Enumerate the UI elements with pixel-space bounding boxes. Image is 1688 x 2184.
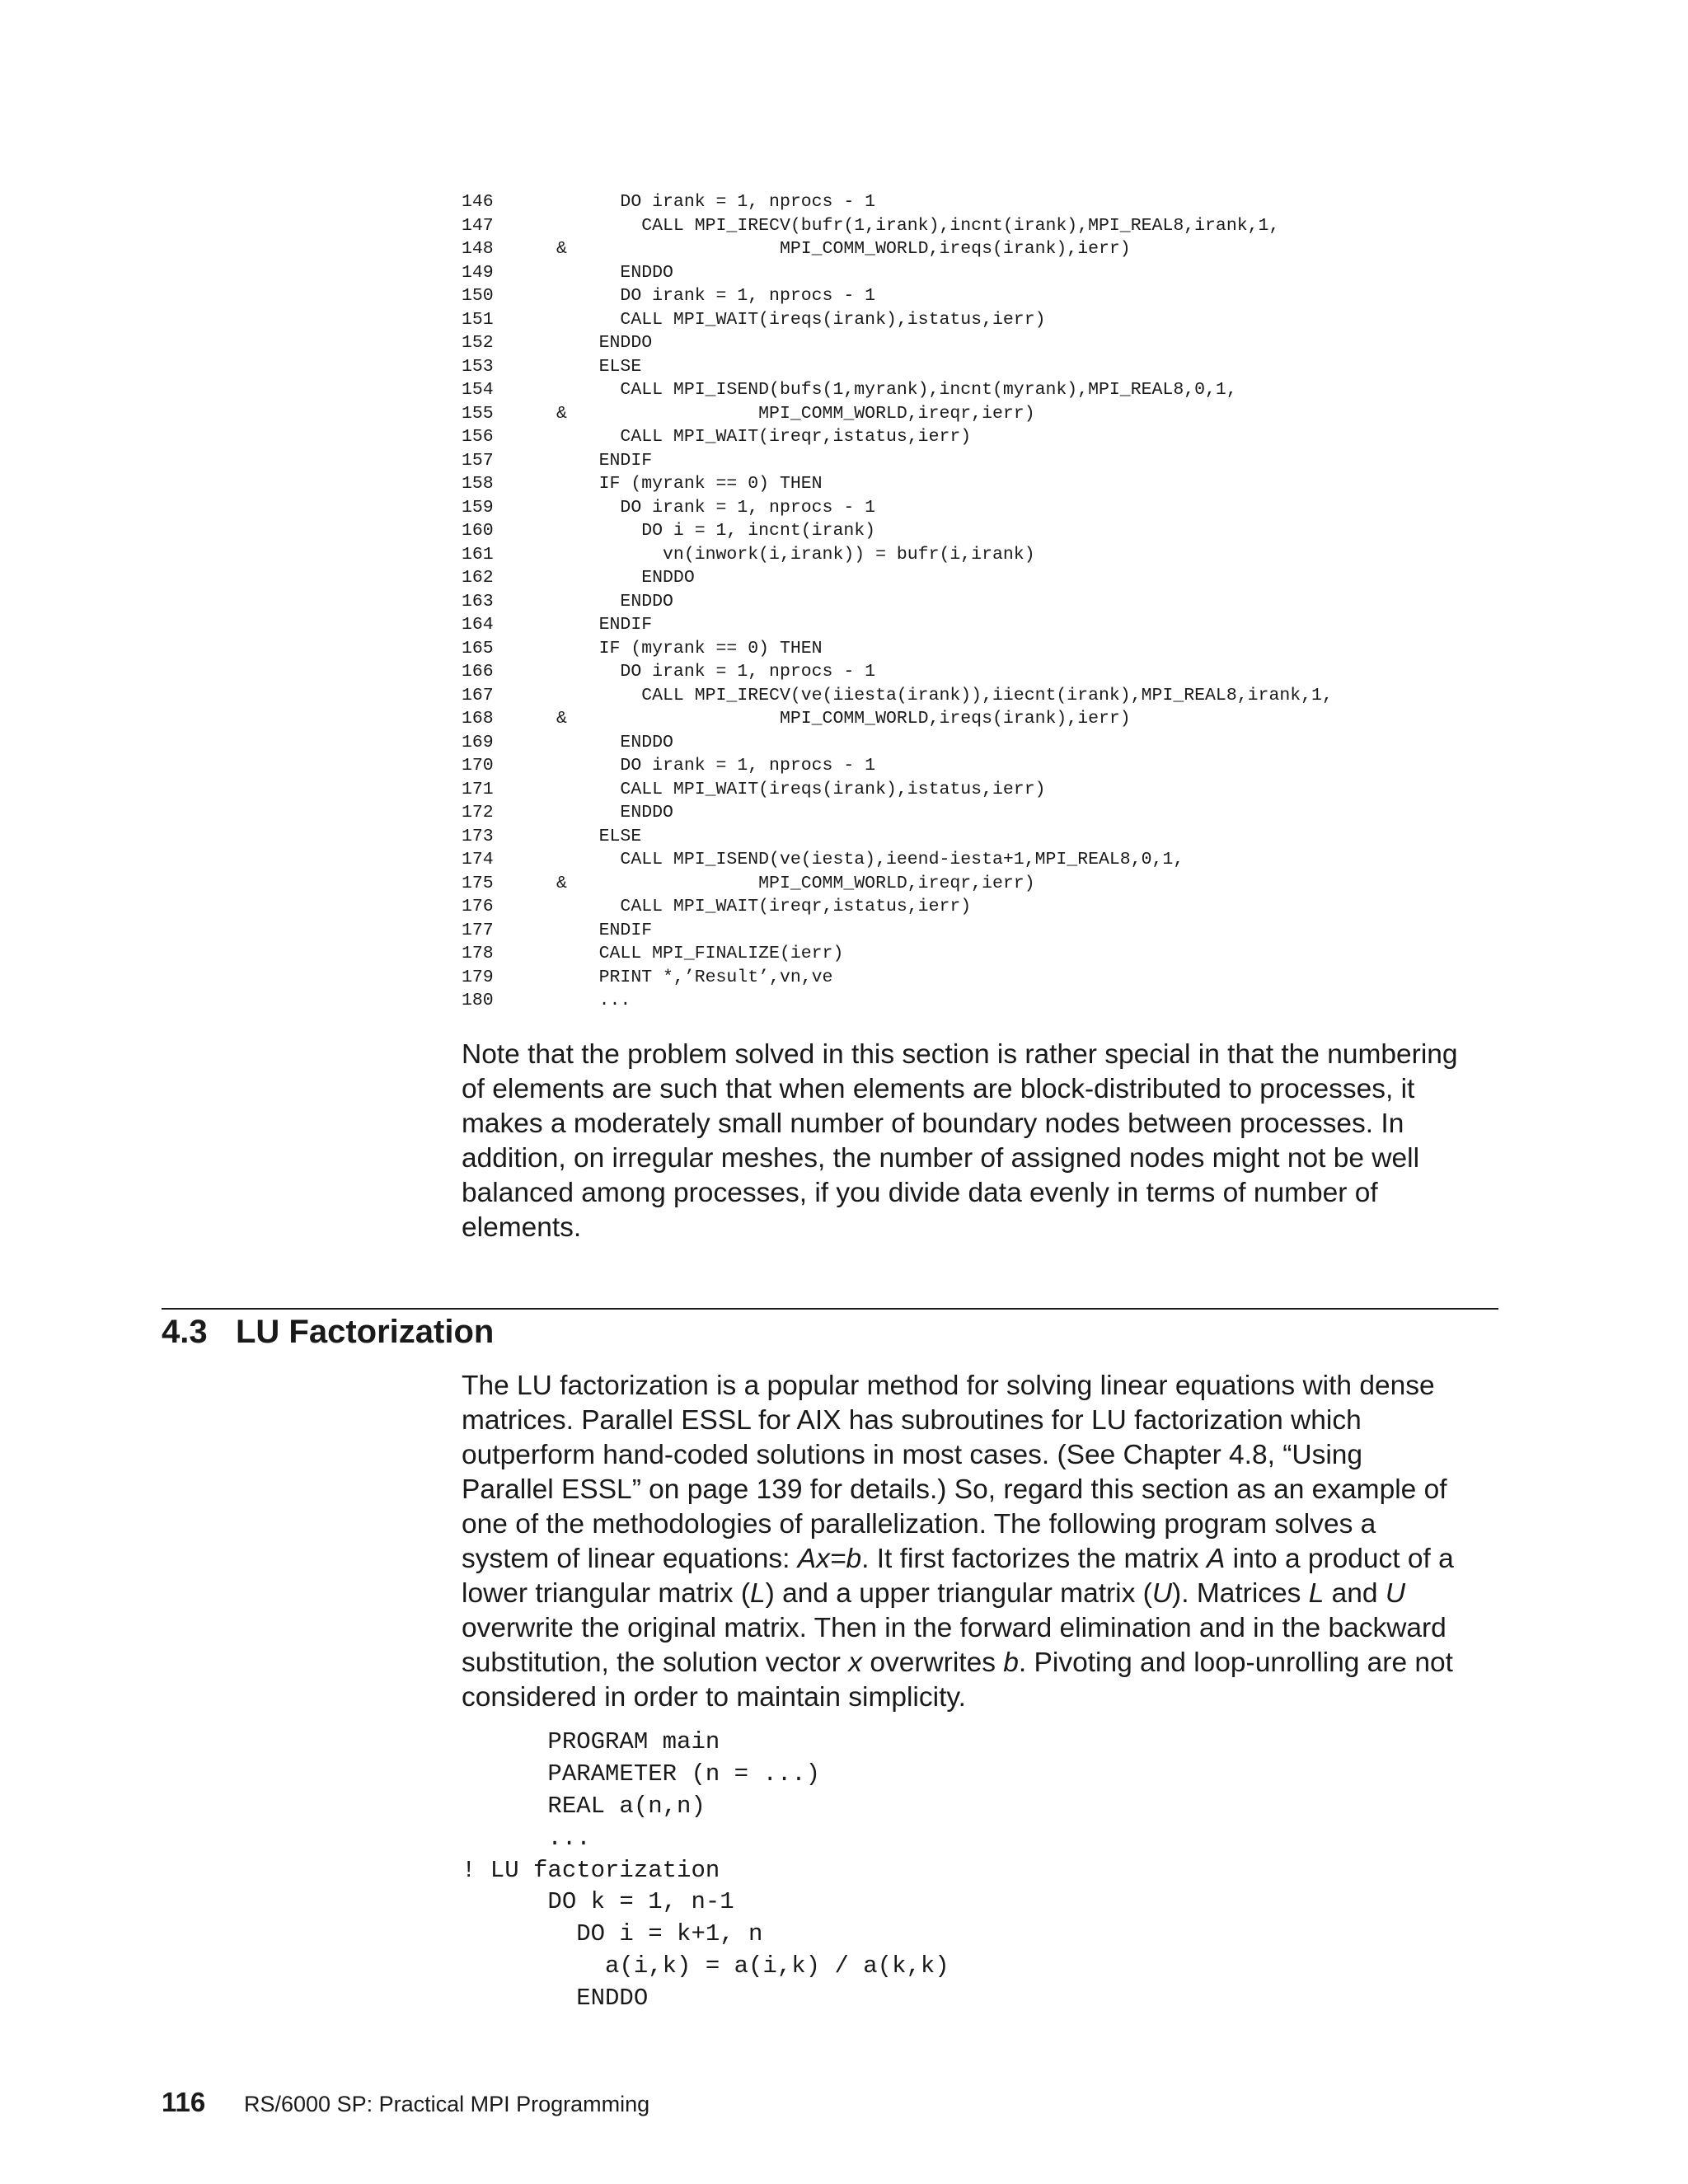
text-run: The LU factorization is a popular method for solving linear equations with dense [462,1371,1435,1401]
line-number: 161 [462,544,494,565]
line-number: 153 [462,356,494,377]
line-number: 169 [462,732,494,752]
listing-line [462,543,1492,567]
code-text: CALL MPI_ISEND(bufs(1,myrank),incnt(myrank),MPI_REAL8,0,1, [556,380,1237,400]
listing-line [462,519,1492,543]
line-number: 178 [462,944,494,963]
code-text: DO irank = 1, nprocs - 1 [556,662,876,682]
listing-line [462,613,1492,637]
line-number: 179 [462,967,494,987]
text-run: ) and a upper triangular matrix ( [765,1578,1152,1609]
listing-line [462,425,1492,449]
listing-line [462,590,1492,614]
listing-line [462,284,1492,308]
line-number: 164 [462,615,494,635]
code-text: CALL MPI_ISEND(ve(iesta),ieend-iesta+1,MPI_REAL8,0,1, [556,850,1184,869]
text-run: one of the methodologies of parallelization. The following program solves a [462,1509,1376,1540]
listing-line [462,660,1492,684]
program-line: PROGRAM main [462,1728,720,1755]
line-number: 174 [462,850,494,869]
listing-line [462,966,1492,990]
note-line: balanced among processes, if you divide data evenly in terms of number of [462,1178,1378,1208]
code-text: & MPI_COMM_WORLD,ireqr,ierr) [556,873,1035,893]
code-text: & MPI_COMM_WORLD,ireqs(irank),ierr) [556,239,1131,259]
line-number: 168 [462,709,494,729]
code-text: ELSE [556,356,642,377]
listing-line [462,825,1492,849]
code-text: ENDIF [556,920,653,940]
line-number: 172 [462,803,494,823]
program-line: a(i,k) = a(i,k) / a(k,k) [462,1952,950,1980]
listing-line [462,778,1492,802]
text-run: system of linear equations: [462,1544,798,1574]
intro-line [462,1473,1500,1507]
line-number: 162 [462,568,494,588]
intro-line [462,1577,1500,1611]
code-text: ENDDO [556,591,673,612]
line-number: 149 [462,262,494,283]
line-number: 171 [462,779,494,799]
code-text: CALL MPI_WAIT(ireqr,istatus,ierr) [556,897,972,916]
italic-term: U [1151,1578,1173,1609]
line-number: 173 [462,826,494,846]
note-paragraph [462,1038,1500,1245]
line-number: 180 [462,991,494,1010]
intro-paragraph [462,1369,1500,1715]
listing-line [462,261,1492,285]
intro-line [462,1507,1500,1542]
intro-line [462,1680,1500,1715]
listing-line [462,566,1492,590]
line-number: 163 [462,591,494,612]
text-run: substitution, the solution vector [462,1647,849,1678]
line-number: 147 [462,215,494,236]
listing-line [462,989,1492,1013]
footer-title: RS/6000 SP: Practical MPI Programming [244,2092,650,2116]
code-text: & MPI_COMM_WORLD,ireqs(irank),ierr) [556,709,1131,729]
code-text: ENDDO [556,568,695,588]
note-line: Note that the problem solved in this section is rather special in that the numbering [462,1039,1458,1070]
code-text: ENDDO [556,803,673,823]
section-number: 4.3 [162,1314,208,1350]
intro-line [462,1404,1500,1438]
text-run: ). Matrices [1172,1578,1309,1609]
line-number: 154 [462,380,494,400]
line-number: 160 [462,521,494,541]
code-text: DO irank = 1, nprocs - 1 [556,192,876,212]
note-line: of elements are such that when elements are block-distributed to processes, it [462,1074,1415,1104]
note-line: elements. [462,1212,582,1243]
code-text: & MPI_COMM_WORLD,ireqr,ierr) [556,403,1035,424]
intro-line [462,1611,1500,1646]
text-run: overwrite the original matrix. Then in the forward elimination and in the backward [462,1613,1447,1643]
listing-line [462,402,1492,426]
listing-line [462,496,1492,520]
listing-line [462,237,1492,261]
program-line: DO k = 1, n-1 [462,1888,734,1916]
code-text: IF (myrank == 0) THEN [556,474,823,494]
program-line: ! LU factorization [462,1856,720,1884]
program-line: ENDDO [462,1985,649,2013]
program-line: REAL a(n,n) [462,1792,706,1820]
code-text: PRINT *,’Result’,vn,ve [556,967,833,987]
code-text: vn(inwork(i,irank)) = bufr(i,irank) [556,544,1035,565]
intro-line [462,1646,1500,1680]
line-number: 155 [462,403,494,424]
code-text: CALL MPI_FINALIZE(ierr) [556,944,844,963]
listing-line [462,331,1492,355]
section-title: LU Factorization [236,1314,495,1350]
text-run: . It first factorizes the matrix [861,1544,1207,1574]
listing-line [462,942,1492,966]
text-run: overwrites [862,1647,1004,1678]
italic-term: b [1003,1647,1019,1678]
numbered-code-listing [462,190,1492,1013]
code-text: ENDDO [556,262,673,283]
text-run: Parallel ESSL” on page 139 for details.) So, regard this section as an example of [462,1474,1447,1505]
program-listing [462,1727,950,2015]
text-run: lower triangular matrix ( [462,1578,750,1609]
code-text: DO i = 1, incnt(irank) [556,521,876,541]
program-line: PARAMETER (n = ...) [462,1760,821,1788]
line-number: 152 [462,333,494,353]
listing-line [462,190,1492,214]
line-number: 166 [462,662,494,682]
italic-term: L [1308,1578,1325,1609]
listing-line [462,637,1492,661]
code-text: ENDDO [556,333,653,353]
intro-line [462,1542,1500,1577]
italic-term: x [848,1647,863,1678]
code-text: ENDIF [556,615,653,635]
listing-line [462,754,1492,778]
page-footer [162,2087,649,2118]
listing-line [462,731,1492,755]
code-text: CALL MPI_IRECV(bufr(1,irank),incnt(irank),MPI_REAL8,irank,1, [556,215,1280,236]
listing-line [462,355,1492,379]
listing-line [462,848,1492,872]
line-number: 165 [462,638,494,658]
code-text: DO irank = 1, nprocs - 1 [556,286,876,306]
line-number: 156 [462,427,494,447]
text-run: into a product of a [1225,1544,1454,1574]
line-number: 177 [462,920,494,940]
text-run: matrices. Parallel ESSL for AIX has subroutines for LU factorization which [462,1405,1362,1436]
listing-line [462,707,1492,731]
note-line: addition, on irregular meshes, the number of assigned nodes might not be well [462,1143,1420,1174]
listing-line [462,472,1492,496]
code-text: ENDDO [556,732,673,752]
program-line: ... [462,1824,591,1852]
italic-term: U [1385,1578,1406,1609]
text-run: outperform hand-coded solutions in most cases. (See Chapter 4.8, “Using [462,1440,1363,1470]
line-number: 150 [462,286,494,306]
code-text: DO irank = 1, nprocs - 1 [556,756,876,776]
listing-line [462,449,1492,473]
line-number: 176 [462,897,494,916]
line-number: 158 [462,474,494,494]
line-number: 159 [462,497,494,518]
line-number: 146 [462,192,494,212]
listing-line [462,895,1492,919]
code-text: ENDIF [556,450,653,471]
line-number: 157 [462,450,494,471]
code-text: DO irank = 1, nprocs - 1 [556,497,876,518]
code-text: IF (myrank == 0) THEN [556,638,823,658]
listing-line [462,214,1492,238]
listing-line [462,872,1492,896]
intro-line [462,1369,1500,1404]
code-text: CALL MPI_WAIT(ireqs(irank),istatus,ierr) [556,779,1046,799]
code-text: CALL MPI_IRECV(ve(iiesta(irank)),iiecnt(irank),MPI_REAL8,irank,1, [556,685,1333,705]
line-number: 167 [462,685,494,705]
line-number: 151 [462,309,494,330]
note-line: makes a moderately small number of boundary nodes between processes. In [462,1108,1404,1139]
listing-line [462,378,1492,402]
listing-line [462,684,1492,708]
code-text: ... [556,991,631,1010]
code-text: ELSE [556,826,642,846]
line-number: 175 [462,873,494,893]
line-number: 148 [462,239,494,259]
italic-term: L [749,1578,766,1609]
code-text: CALL MPI_WAIT(ireqs(irank),istatus,ierr) [556,309,1046,330]
italic-term: A [1206,1544,1226,1574]
text-run: and [1324,1578,1386,1609]
code-text: CALL MPI_WAIT(ireqr,istatus,ierr) [556,427,972,447]
intro-line [462,1438,1500,1473]
page-number: 116 [162,2087,206,2117]
program-line: DO i = k+1, n [462,1920,763,1948]
listing-line [462,801,1492,825]
text-run: considered in order to maintain simplicity. [462,1682,966,1713]
text-run: . Pivoting and loop-unrolling are not [1018,1647,1453,1678]
line-number: 170 [462,756,494,776]
listing-line [462,919,1492,943]
section-heading [162,1309,494,1355]
italic-term: Ax=b [797,1544,862,1574]
listing-line [462,308,1492,332]
